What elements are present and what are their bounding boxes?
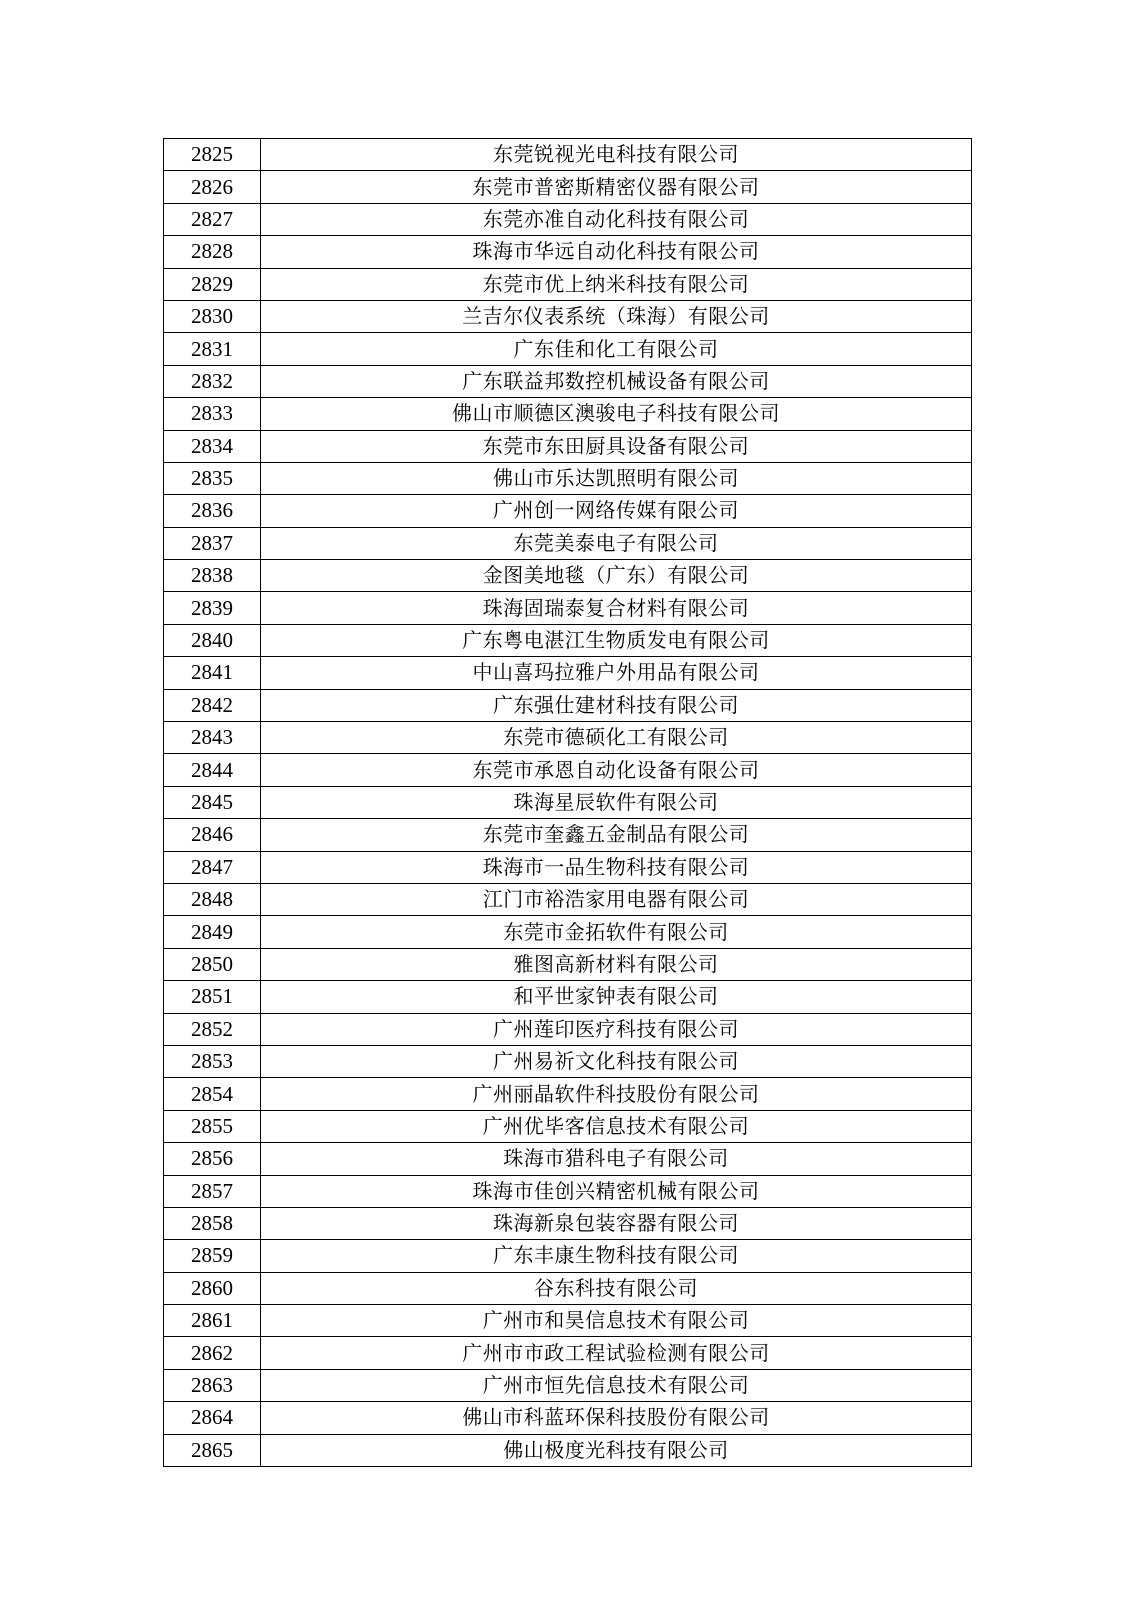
company-name: 广东粤电湛江生物质发电有限公司 (261, 624, 972, 656)
row-number: 2832 (164, 365, 261, 397)
table-row (164, 1013, 972, 1045)
row-number: 2853 (164, 1045, 261, 1077)
row-number: 2857 (164, 1175, 261, 1207)
company-name: 广东联益邦数控机械设备有限公司 (261, 365, 972, 397)
row-number: 2854 (164, 1078, 261, 1110)
row-number: 2842 (164, 689, 261, 721)
table-row (164, 851, 972, 883)
table-row (164, 722, 972, 754)
row-number: 2849 (164, 916, 261, 948)
company-list-body (164, 139, 972, 1467)
company-name: 广州市市政工程试验检测有限公司 (261, 1337, 972, 1369)
company-name: 佛山市乐达凯照明有限公司 (261, 462, 972, 494)
company-name: 东莞美泰电子有限公司 (261, 527, 972, 559)
row-number: 2847 (164, 851, 261, 883)
table-row (164, 1272, 972, 1304)
company-name: 东莞市优上纳米科技有限公司 (261, 268, 972, 300)
table-row (164, 1240, 972, 1272)
row-number: 2825 (164, 139, 261, 171)
row-number: 2848 (164, 883, 261, 915)
table-row (164, 398, 972, 430)
row-number: 2855 (164, 1110, 261, 1142)
company-name: 东莞亦准自动化科技有限公司 (261, 203, 972, 235)
table-row (164, 657, 972, 689)
table-row (164, 462, 972, 494)
table-row (164, 495, 972, 527)
table-row (164, 786, 972, 818)
company-name: 雅图高新材料有限公司 (261, 948, 972, 980)
table-row (164, 689, 972, 721)
row-number: 2837 (164, 527, 261, 559)
company-list-table (163, 138, 972, 1467)
company-name: 广东丰康生物科技有限公司 (261, 1240, 972, 1272)
company-name: 江门市裕浩家用电器有限公司 (261, 883, 972, 915)
company-name: 广东强仕建材科技有限公司 (261, 689, 972, 721)
table-row (164, 1175, 972, 1207)
row-number: 2852 (164, 1013, 261, 1045)
row-number: 2831 (164, 333, 261, 365)
table-row (164, 916, 972, 948)
row-number: 2851 (164, 981, 261, 1013)
table-row (164, 592, 972, 624)
table-row (164, 560, 972, 592)
company-name: 珠海市猎科电子有限公司 (261, 1143, 972, 1175)
table-row (164, 236, 972, 268)
company-name: 和平世家钟表有限公司 (261, 981, 972, 1013)
company-name: 东莞锐视光电科技有限公司 (261, 139, 972, 171)
company-name: 珠海市华远自动化科技有限公司 (261, 236, 972, 268)
row-number: 2838 (164, 560, 261, 592)
row-number: 2827 (164, 203, 261, 235)
row-number: 2841 (164, 657, 261, 689)
table-row (164, 333, 972, 365)
row-number: 2850 (164, 948, 261, 980)
row-number: 2863 (164, 1369, 261, 1401)
company-name: 东莞市承恩自动化设备有限公司 (261, 754, 972, 786)
table-row (164, 1078, 972, 1110)
company-name: 广州丽晶软件科技股份有限公司 (261, 1078, 972, 1110)
table-row (164, 430, 972, 462)
company-name: 东莞市奎鑫五金制品有限公司 (261, 819, 972, 851)
row-number: 2859 (164, 1240, 261, 1272)
row-number: 2834 (164, 430, 261, 462)
table-row (164, 300, 972, 332)
table-row (164, 365, 972, 397)
row-number: 2835 (164, 462, 261, 494)
company-name: 兰吉尔仪表系统（珠海）有限公司 (261, 300, 972, 332)
company-name: 东莞市德硕化工有限公司 (261, 722, 972, 754)
company-name: 中山喜玛拉雅户外用品有限公司 (261, 657, 972, 689)
row-number: 2861 (164, 1305, 261, 1337)
table-row (164, 948, 972, 980)
table-row (164, 883, 972, 915)
table-row (164, 754, 972, 786)
company-name: 珠海市一品生物科技有限公司 (261, 851, 972, 883)
company-name: 广州市恒先信息技术有限公司 (261, 1369, 972, 1401)
row-number: 2865 (164, 1434, 261, 1466)
company-name: 广州易祈文化科技有限公司 (261, 1045, 972, 1077)
table-row (164, 139, 972, 171)
company-name: 珠海市佳创兴精密机械有限公司 (261, 1175, 972, 1207)
company-name: 广东佳和化工有限公司 (261, 333, 972, 365)
row-number: 2843 (164, 722, 261, 754)
company-name: 佛山极度光科技有限公司 (261, 1434, 972, 1466)
table-row (164, 1143, 972, 1175)
row-number: 2858 (164, 1207, 261, 1239)
company-name: 谷东科技有限公司 (261, 1272, 972, 1304)
company-name: 佛山市顺德区澳骏电子科技有限公司 (261, 398, 972, 430)
row-number: 2829 (164, 268, 261, 300)
company-name: 广州市和昊信息技术有限公司 (261, 1305, 972, 1337)
table-row (164, 268, 972, 300)
row-number: 2844 (164, 754, 261, 786)
company-name: 东莞市东田厨具设备有限公司 (261, 430, 972, 462)
table-row (164, 1369, 972, 1401)
row-number: 2830 (164, 300, 261, 332)
row-number: 2845 (164, 786, 261, 818)
table-row (164, 1045, 972, 1077)
row-number: 2826 (164, 171, 261, 203)
row-number: 2864 (164, 1402, 261, 1434)
table-row (164, 1337, 972, 1369)
table-row (164, 981, 972, 1013)
company-name: 珠海星辰软件有限公司 (261, 786, 972, 818)
row-number: 2856 (164, 1143, 261, 1175)
company-name: 金图美地毯（广东）有限公司 (261, 560, 972, 592)
row-number: 2836 (164, 495, 261, 527)
table-row (164, 203, 972, 235)
table-row (164, 1402, 972, 1434)
company-name: 广州优毕客信息技术有限公司 (261, 1110, 972, 1142)
row-number: 2839 (164, 592, 261, 624)
row-number: 2833 (164, 398, 261, 430)
table-row (164, 1207, 972, 1239)
row-number: 2862 (164, 1337, 261, 1369)
table-row (164, 624, 972, 656)
company-name: 珠海固瑞泰复合材料有限公司 (261, 592, 972, 624)
row-number: 2840 (164, 624, 261, 656)
table-row (164, 171, 972, 203)
table-row (164, 1110, 972, 1142)
company-name: 东莞市金拓软件有限公司 (261, 916, 972, 948)
row-number: 2828 (164, 236, 261, 268)
table-row (164, 1434, 972, 1466)
company-name: 广州莲印医疗科技有限公司 (261, 1013, 972, 1045)
company-name: 珠海新泉包装容器有限公司 (261, 1207, 972, 1239)
company-name: 佛山市科蓝环保科技股份有限公司 (261, 1402, 972, 1434)
table-row (164, 527, 972, 559)
company-name: 广州创一网络传媒有限公司 (261, 495, 972, 527)
table-row (164, 1305, 972, 1337)
row-number: 2846 (164, 819, 261, 851)
company-name: 东莞市普密斯精密仪器有限公司 (261, 171, 972, 203)
row-number: 2860 (164, 1272, 261, 1304)
table-row (164, 819, 972, 851)
